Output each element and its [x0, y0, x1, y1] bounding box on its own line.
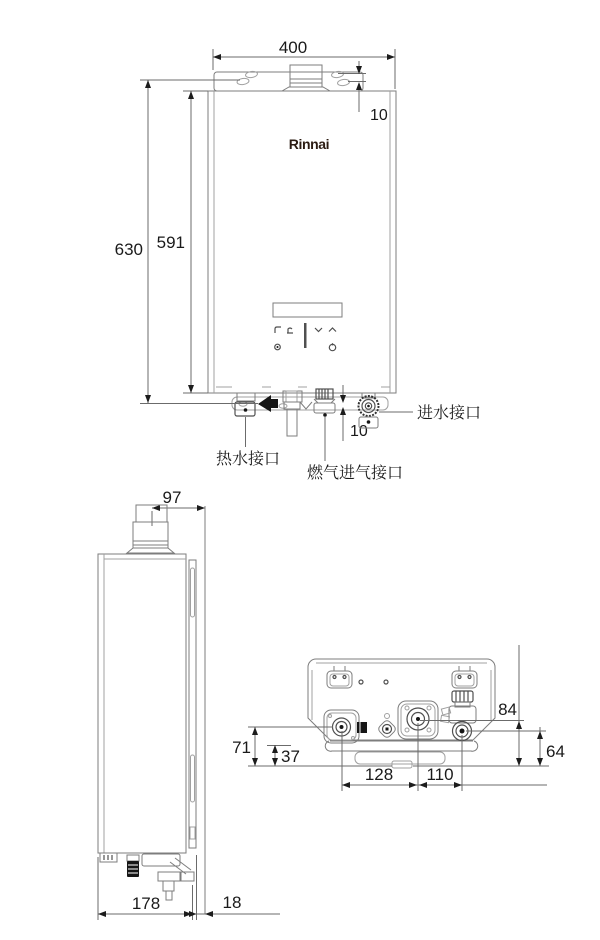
chevron-up-icon	[329, 328, 336, 332]
front-view	[115, 38, 481, 482]
faucet-icon	[287, 328, 293, 333]
hot-water-label: 热水接口	[216, 451, 281, 468]
dim-84-label: 84	[498, 700, 517, 719]
cold-water-fitting-bottom	[441, 691, 476, 741]
shower-icon	[275, 327, 281, 333]
dim-18-label: 18	[222, 893, 242, 912]
front-dim-bracket-offset	[338, 61, 388, 124]
cold-water-label: 进水接口	[417, 405, 482, 422]
side-dim-flue	[152, 488, 205, 526]
front-dim-overall-height	[115, 80, 258, 404]
dim-10-bottom-label: 10	[350, 423, 368, 440]
brand-logo: Rinnai	[288, 136, 330, 152]
side-dim-depth	[98, 855, 280, 920]
flue-pipe	[127, 505, 174, 553]
dim-97-label: 97	[162, 488, 182, 507]
dim-71-label: 71	[232, 738, 251, 757]
hot-water-fitting-front	[235, 393, 255, 416]
heater-body-front	[208, 91, 396, 393]
condensate-drain-pipe	[283, 391, 312, 436]
mounting-bracket	[214, 65, 363, 91]
chevron-down-icon	[315, 328, 322, 332]
black-cap	[357, 722, 367, 733]
side-bottom-fittings	[100, 853, 194, 900]
dim-10-top-label: 10	[370, 107, 388, 124]
dim-37-label: 37	[281, 747, 300, 766]
bottom-clamps	[327, 666, 477, 688]
gas-inlet-label: 燃气进气接口	[307, 465, 404, 482]
dim-128-label: 128	[364, 765, 394, 784]
drain-valve	[258, 395, 278, 412]
front-dim-width	[213, 38, 395, 89]
front-bottom-connections	[216, 385, 481, 482]
dim-400-label: 400	[278, 38, 308, 57]
control-panel	[273, 303, 342, 351]
dim-178-label: 178	[131, 894, 161, 913]
dim-110-label: 110	[426, 765, 454, 784]
heater-body-side	[98, 554, 196, 853]
dim-591-label: 591	[156, 233, 185, 252]
panel-divider	[304, 323, 307, 348]
dim-630-label: 630	[114, 240, 143, 259]
bottom-view	[232, 645, 565, 791]
dim-64-label: 64	[546, 742, 565, 761]
front-dim-body-height	[157, 91, 208, 393]
small-center-fitting	[377, 714, 397, 739]
side-view	[98, 488, 280, 920]
bottom-dim-37	[267, 745, 300, 766]
